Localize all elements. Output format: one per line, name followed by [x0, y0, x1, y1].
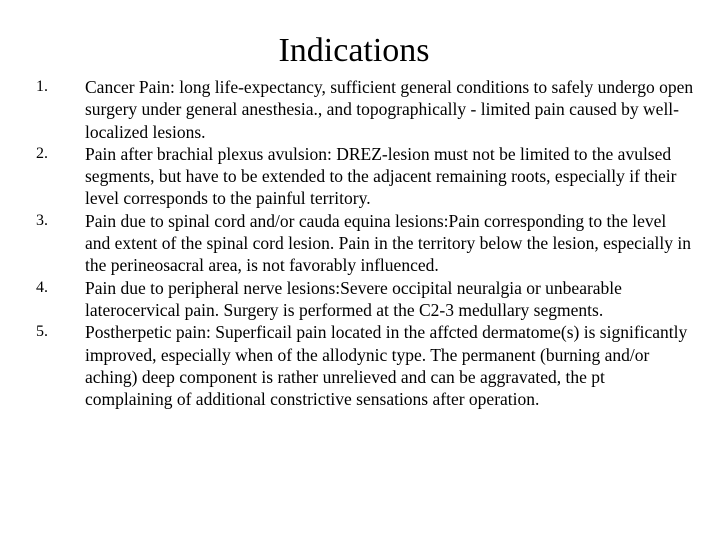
- list-item-number: 5.: [36, 323, 48, 341]
- list-item-number: 3.: [36, 211, 48, 229]
- list-item: [0, 143, 720, 210]
- list-item-text: Pain due to spinal cord and/or cauda equina lesions:Pain corresponding to the level and extent of the spinal cord lesion. Pain in the territory below the lesion, especially in the perineosacral area, is not favorably influenced.: [85, 210, 692, 276]
- list-item-text: Pain due to peripheral nerve lesions:Severe occipital neuralgia or unbearable laterocervical pain. Surgery is performed at the C2-3 medullary segments.: [85, 277, 622, 320]
- list-item: [0, 76, 720, 143]
- list-item-number: 4.: [36, 278, 48, 296]
- indications-list: [0, 76, 720, 410]
- list-item: [0, 321, 720, 410]
- list-item-text: Cancer Pain: long life-expectancy, sufficient general conditions to safely undergo open surgery under general anesthesia., and topographically - limited pain caused by well-localized lesions.: [85, 77, 694, 142]
- list-item-number: 2.: [36, 144, 48, 162]
- slide-title: Indications: [278, 32, 430, 69]
- list-item: [0, 277, 720, 322]
- list-item: [0, 210, 720, 277]
- list-item-number: 1.: [36, 78, 48, 95]
- list-item-text: Postherpetic pain: Superficail pain located in the affcted dermatome(s) is significantly improved, especially when of the allodynic type. The permanent (burning and/or aching) deep component is rather unrelieved and can be aggravated, the pt complaining of additional constrictive sensations after operation.: [85, 322, 688, 410]
- list-item-text: Pain after brachial plexus avulsion: DREZ-lesion must not be limited to the avulsed segments, but have to be extended to the adjacent remaining roots, especially if their level corresponds to the painful territory.: [85, 143, 677, 209]
